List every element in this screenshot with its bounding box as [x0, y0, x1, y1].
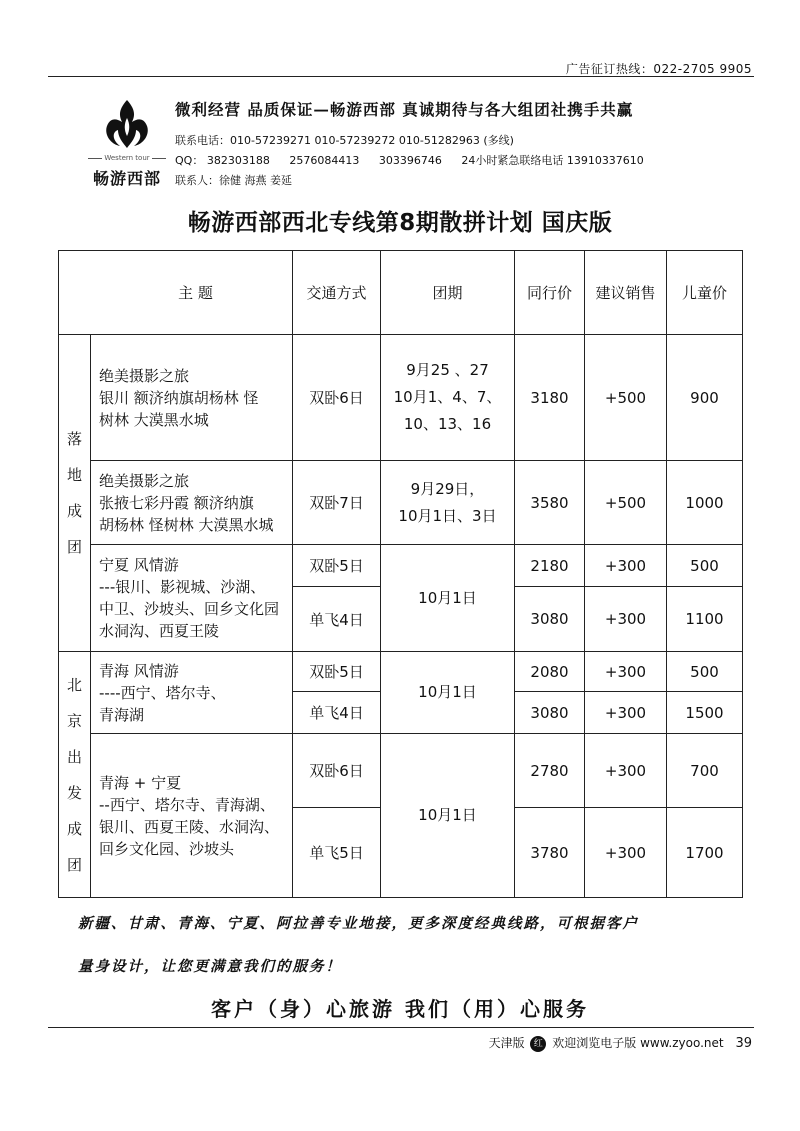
tour-dates: 9月29日， 10月1日、3日	[381, 461, 515, 545]
suggested-price: +300	[585, 587, 667, 652]
child-price: 500	[667, 545, 743, 587]
header-dates: 团期	[381, 251, 515, 335]
tour-dates: 10月1日	[381, 652, 515, 734]
child-price: 1000	[667, 461, 743, 545]
suggested-price: +300	[585, 652, 667, 692]
logo-chinese-text: 畅游西部	[92, 169, 161, 188]
company-slogan: 微利经营 品质保证—畅游西部 真诚期待与各大组团社携手共赢	[175, 100, 634, 119]
tour-theme: 青海 风情游 ----西宁、塔尔寺、 青海湖	[91, 652, 293, 734]
tour-theme: 绝美摄影之旅 银川 额济纳旗胡杨林 怪 树林 大漠黑水城	[91, 335, 293, 461]
tour-transport: 单飞4日	[293, 587, 381, 652]
table-header-row	[59, 251, 743, 335]
service-note-line1: 新疆、甘肃、青海、宁夏、阿拉善专业地接，更多深度经典线路，可根据客户	[78, 915, 639, 932]
tour-transport: 双卧7日	[293, 461, 381, 545]
peer-price: 3780	[515, 808, 585, 898]
flame-logo-icon	[96, 96, 158, 152]
child-price: 500	[667, 652, 743, 692]
tour-dates: 9月25 、27 10月1、4、7、 10、13、16	[381, 335, 515, 461]
suggested-price: +300	[585, 808, 667, 898]
peer-price: 3080	[515, 587, 585, 652]
red-badge-icon: 红	[530, 1036, 546, 1052]
peer-price: 2080	[515, 652, 585, 692]
service-motto: 客户（身）心旅游 我们（用）心服务	[211, 997, 589, 1021]
qq-number: 2576084413	[289, 154, 360, 167]
tour-dates: 10月1日	[381, 545, 515, 652]
peer-price: 2780	[515, 734, 585, 808]
tour-transport: 单飞4日	[293, 692, 381, 734]
table-row	[59, 734, 743, 808]
ad-hotline: 广告征订热线：022-2705 9905	[565, 62, 752, 76]
table-row	[59, 335, 743, 461]
tour-schedule-table	[58, 250, 743, 898]
child-price: 1500	[667, 692, 743, 734]
peer-price: 3580	[515, 461, 585, 545]
table-row	[59, 545, 743, 587]
suggested-price: +300	[585, 692, 667, 734]
website-text: 欢迎浏览电子版 www.zyoo.net	[552, 1036, 724, 1050]
tour-transport: 单飞5日	[293, 808, 381, 898]
contact-phone: 联系电话：010-57239271 010-57239272 010-51282963 (多线)	[175, 134, 514, 147]
child-price: 1100	[667, 587, 743, 652]
child-price: 700	[667, 734, 743, 808]
header-peer-price: 同行价	[515, 251, 585, 335]
company-logo	[82, 96, 172, 192]
bottom-divider	[48, 1027, 754, 1028]
header-suggested-price: 建议销售	[585, 251, 667, 335]
suggested-price: +300	[585, 545, 667, 587]
table-row	[59, 652, 743, 692]
company-header	[60, 90, 750, 195]
suggested-price: +300	[585, 734, 667, 808]
suggested-price: +500	[585, 335, 667, 461]
group-label-beijing: 北 京 出 发 成 团	[59, 652, 91, 898]
tour-transport: 双卧5日	[293, 652, 381, 692]
suggested-price: +500	[585, 461, 667, 545]
peer-price: 2180	[515, 545, 585, 587]
page-footer	[489, 1034, 752, 1052]
qq-number: 382303188	[206, 154, 270, 167]
header-child-price: 儿童价	[667, 251, 743, 335]
group-label-landing: 落 地 成 团	[59, 335, 91, 652]
emergency-phone: 24小时紧急联络电话 13910337610	[461, 154, 644, 167]
child-price: 1700	[667, 808, 743, 898]
tour-dates: 10月1日	[381, 734, 515, 898]
contact-persons: 联系人：徐健 海燕 姜延	[175, 174, 292, 187]
child-price: 900	[667, 335, 743, 461]
page-title: 畅游西部西北专线第8期散拼计划 国庆版	[187, 210, 613, 236]
header-theme: 主 题	[59, 251, 293, 335]
tour-theme: 宁夏 风情游 ---银川、影视城、沙湖、 中卫、沙坡头、回乡文化园 水洞沟、西夏王陵	[91, 545, 293, 652]
tour-transport: 双卧6日	[293, 734, 381, 808]
edition-label: 天津版	[488, 1036, 525, 1050]
qq-number: 303396746	[378, 154, 442, 167]
table-row	[59, 461, 743, 545]
qq-label: QQ：	[175, 154, 204, 167]
tour-transport: 双卧5日	[293, 545, 381, 587]
tour-transport: 双卧6日	[293, 335, 381, 461]
tour-theme: 青海 + 宁夏 --西宁、塔尔寺、青海湖、 银川、西夏王陵、水洞沟、 回乡文化园、沙坡头	[91, 734, 293, 898]
peer-price: 3080	[515, 692, 585, 734]
service-note-line2: 量身设计，让您更满意我们的服务！	[78, 958, 342, 975]
top-divider	[48, 76, 754, 77]
logo-english-text: Western tour	[82, 154, 172, 162]
header-transport: 交通方式	[293, 251, 381, 335]
tour-theme: 绝美摄影之旅 张掖七彩丹霞 额济纳旗 胡杨林 怪树林 大漠黑水城	[91, 461, 293, 545]
contact-qq-line	[175, 152, 644, 168]
page-number: 39	[735, 1036, 752, 1051]
peer-price: 3180	[515, 335, 585, 461]
